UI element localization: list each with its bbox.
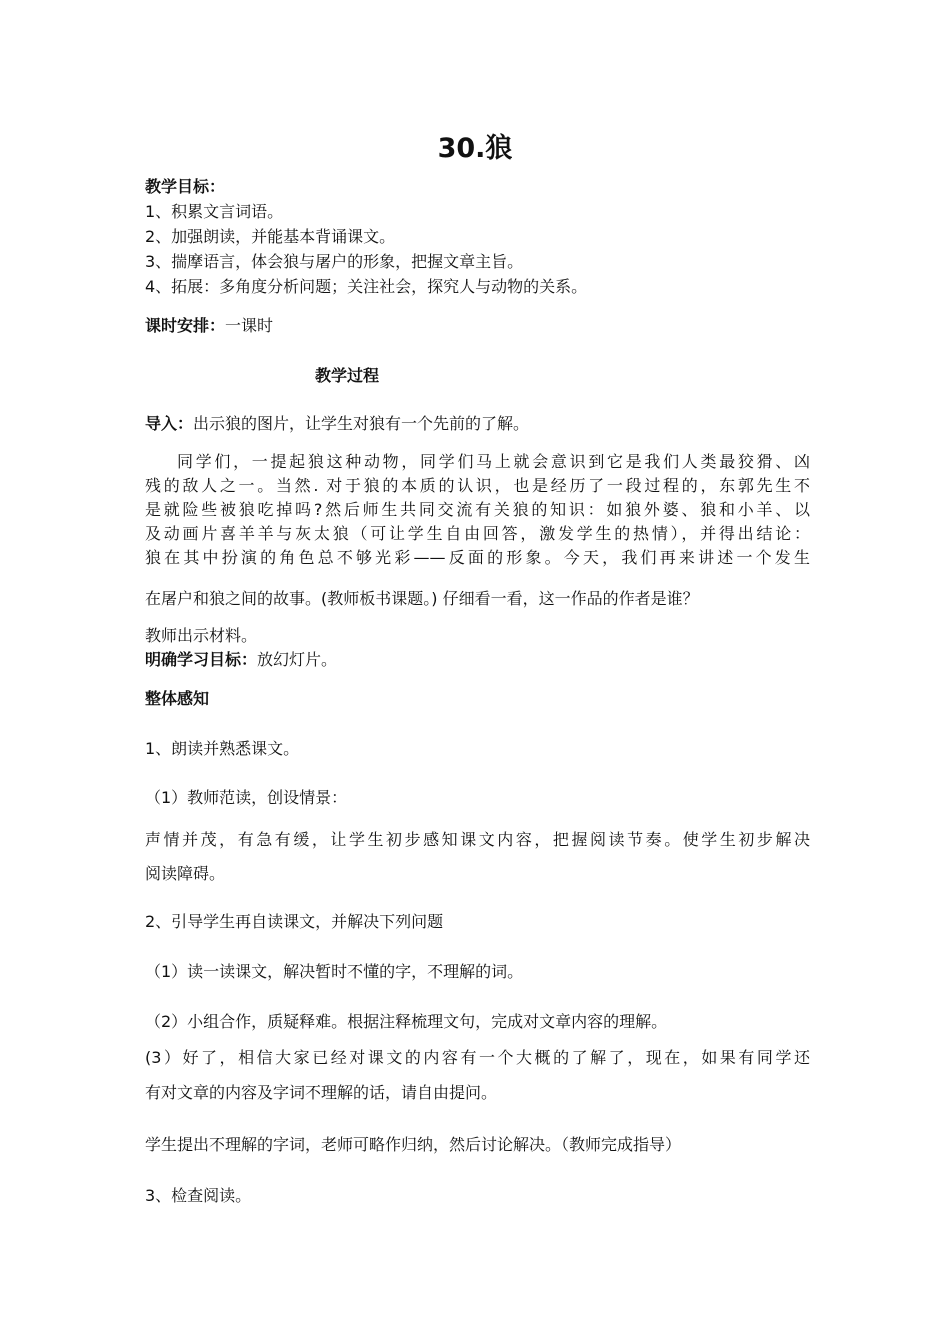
paragraph-line: 阅读障碍。 <box>145 864 226 883</box>
step-3: 3、检查阅读。 <box>145 1186 252 1205</box>
paragraph-line: 声情并茂，有急有缓，让学生初步感知课文内容，把握阅读节奏。使学生初步解决 <box>145 830 810 849</box>
step-2-sub-3 <box>145 1038 810 1108</box>
page-title: 30.狼 <box>437 133 513 164</box>
objective-item: 3、揣摩语言，体会狼与屠户的形象，把握文章主旨。 <box>145 252 524 271</box>
intro-paragraph <box>145 450 810 570</box>
step-2-sub-2: （2）小组合作，质疑释难。根据注释梳理文句，完成对文章内容的理解。 <box>145 1012 668 1031</box>
objective-item: 1、积累文言词语。 <box>145 202 284 221</box>
paragraph-line: 同学们，一提起狼这种动物，同学们马上就会意识到它是我们人类最狡猾、凶 <box>177 452 810 471</box>
step-1-description <box>145 821 810 889</box>
step-1-sub: （1）教师范读，创设情景： <box>145 788 348 807</box>
intro-label: 导入： <box>145 414 194 433</box>
goals-value: 放幻灯片。 <box>257 650 338 669</box>
paragraph-line: (3）好了，相信大家已经对课文的内容有一个大概的了解了，现在，如果有同学还 <box>145 1048 810 1067</box>
paragraph-line: 是就险些被狼吃掉吗?然后师生共同交流有关狼的知识：如狼外婆、狼和小羊、以 <box>145 500 810 519</box>
goals-label: 明确学习目标： <box>145 650 258 669</box>
intro-line <box>145 414 529 434</box>
overall-heading: 整体感知 <box>145 689 210 708</box>
paragraph-line: 有对文章的内容及字词不理解的话，请自由提问。 <box>145 1083 498 1102</box>
objective-item: 2、加强朗读，并能基本背诵课文。 <box>145 227 396 246</box>
objective-item: 4、拓展：多角度分析问题；关注社会，探究人与动物的关系。 <box>145 277 588 296</box>
step-2-sub-1: （1）读一读课文，解决暂时不懂的字，不理解的词。 <box>145 962 524 981</box>
step-1: 1、朗读并熟悉课文。 <box>145 739 300 758</box>
schedule-label: 课时安排： <box>145 316 226 335</box>
story-line: 在屠户和狼之间的故事。(教师板书课题。) 仔细看一看，这一作品的作者是谁？ <box>145 589 699 608</box>
schedule-line <box>145 316 273 336</box>
intro-text: 出示狼的图片，让学生对狼有一个先前的了解。 <box>193 414 530 433</box>
material-line: 教师出示材料。 <box>145 626 258 645</box>
process-heading: 教学过程 <box>315 366 380 385</box>
step-2: 2、引导学生再自读课文，并解决下列问题 <box>145 912 444 931</box>
student-line: 学生提出不理解的字词，老师可略作归纳，然后讨论解决。（教师完成指导） <box>145 1135 682 1154</box>
goals-line <box>145 650 337 670</box>
objectives-heading: 教学目标： <box>145 177 226 196</box>
paragraph-line: 及动画片喜羊羊与灰太狼（可让学生自由回答，激发学生的热情），并得出结论： <box>145 524 810 543</box>
paragraph-line: 残的敌人之一。当然. 对于狼的本质的认识，也是经历了一段过程的，东郭先生不 <box>145 476 810 495</box>
schedule-value: 一课时 <box>225 316 274 335</box>
paragraph-line: 狼在其中扮演的角色总不够光彩——反面的形象。今天，我们再来讲述一个发生 <box>145 548 810 567</box>
